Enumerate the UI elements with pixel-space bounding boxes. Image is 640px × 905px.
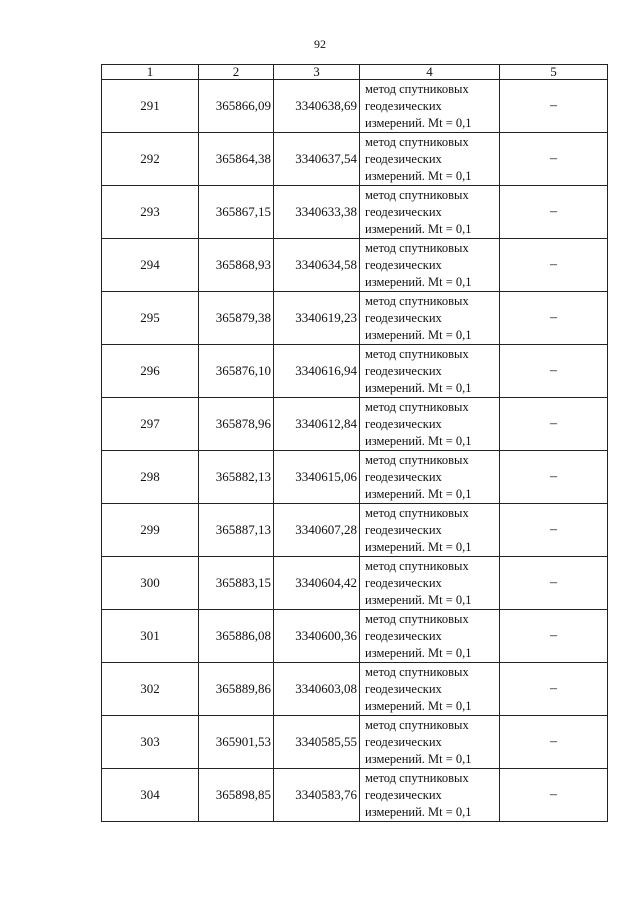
table-body [102,80,608,822]
method-cell [360,610,500,663]
table-row [102,663,608,716]
coordinate-y: 3340637,54 [274,133,360,186]
page-number: 92 [314,37,326,51]
method-line-2: геодезических [365,522,442,537]
method-cell [360,239,500,292]
point-number: 304 [102,769,199,822]
coordinate-y: 3340607,28 [274,504,360,557]
method-line-1: метод спутниковых [365,770,469,785]
coordinate-x: 365898,85 [199,769,274,822]
method-line-2: геодезических [365,257,442,272]
method-line-3: измерений. Mt = 0,1 [365,751,472,766]
table-row [102,504,608,557]
column-5-value: – [500,769,608,822]
table-row [102,610,608,663]
column-header-4: 4 [360,65,500,80]
column-5-value: – [500,557,608,610]
point-number: 293 [102,186,199,239]
method-line-3: измерений. Mt = 0,1 [365,168,472,183]
method-line-1: метод спутниковых [365,664,469,679]
header-row [102,65,608,80]
column-5-value: – [500,292,608,345]
table-row [102,716,608,769]
coordinate-y: 3340633,38 [274,186,360,239]
column-header-1: 1 [102,65,199,80]
point-number: 297 [102,398,199,451]
table-row [102,451,608,504]
method-cell [360,769,500,822]
column-5-value: – [500,345,608,398]
coordinate-y: 3340619,23 [274,292,360,345]
table-row [102,239,608,292]
method-line-3: измерений. Mt = 0,1 [365,327,472,342]
method-line-2: геодезических [365,681,442,696]
table-row [102,398,608,451]
point-number: 292 [102,133,199,186]
coordinate-y: 3340634,58 [274,239,360,292]
point-number: 300 [102,557,199,610]
method-line-2: геодезических [365,734,442,749]
coordinate-y: 3340603,08 [274,663,360,716]
point-number: 294 [102,239,199,292]
column-5-value: – [500,663,608,716]
method-line-3: измерений. Mt = 0,1 [365,804,472,819]
method-line-1: метод спутниковых [365,452,469,467]
column-5-value: – [500,716,608,769]
coordinate-x: 365883,15 [199,557,274,610]
method-cell [360,663,500,716]
coordinate-x: 365879,38 [199,292,274,345]
column-5-value: – [500,451,608,504]
method-line-1: метод спутниковых [365,558,469,573]
coordinate-x: 365867,15 [199,186,274,239]
method-line-1: метод спутниковых [365,187,469,202]
point-number: 302 [102,663,199,716]
column-5-value: – [500,80,608,133]
method-line-3: измерений. Mt = 0,1 [365,433,472,448]
coordinate-y: 3340600,36 [274,610,360,663]
method-line-1: метод спутниковых [365,717,469,732]
coordinate-y: 3340616,94 [274,345,360,398]
method-line-1: метод спутниковых [365,399,469,414]
method-line-3: измерений. Mt = 0,1 [365,645,472,660]
method-cell [360,504,500,557]
method-line-1: метод спутниковых [365,611,469,626]
method-cell [360,345,500,398]
column-header-3: 3 [274,65,360,80]
coordinate-y: 3340585,55 [274,716,360,769]
method-line-1: метод спутниковых [365,346,469,361]
method-cell [360,716,500,769]
method-line-1: метод спутниковых [365,81,469,96]
method-line-2: геодезических [365,787,442,802]
coordinate-x: 365901,53 [199,716,274,769]
method-line-3: измерений. Mt = 0,1 [365,221,472,236]
column-header-2: 2 [199,65,274,80]
coordinate-x: 365866,09 [199,80,274,133]
coordinates-table [101,64,608,822]
point-number: 296 [102,345,199,398]
method-cell [360,186,500,239]
table-row [102,133,608,186]
coordinate-x: 365886,08 [199,610,274,663]
method-cell [360,557,500,610]
coordinate-y: 3340638,69 [274,80,360,133]
method-line-1: метод спутниковых [365,134,469,149]
coordinate-y: 3340583,76 [274,769,360,822]
point-number: 303 [102,716,199,769]
method-line-3: измерений. Mt = 0,1 [365,115,472,130]
table-row [102,769,608,822]
method-line-1: метод спутниковых [365,240,469,255]
coordinate-x: 365864,38 [199,133,274,186]
table-row [102,557,608,610]
point-number: 295 [102,292,199,345]
method-line-2: геодезических [365,416,442,431]
coordinate-x: 365889,86 [199,663,274,716]
point-number: 291 [102,80,199,133]
column-5-value: – [500,610,608,663]
table-row [102,292,608,345]
table-row [102,345,608,398]
method-line-3: измерений. Mt = 0,1 [365,274,472,289]
method-line-1: метод спутниковых [365,505,469,520]
coordinate-y: 3340612,84 [274,398,360,451]
coordinate-y: 3340604,42 [274,557,360,610]
point-number: 301 [102,610,199,663]
method-line-2: геодезических [365,628,442,643]
point-number: 299 [102,504,199,557]
method-cell [360,398,500,451]
column-header-5: 5 [500,65,608,80]
method-line-2: геодезических [365,469,442,484]
method-line-1: метод спутниковых [365,293,469,308]
method-line-2: геодезических [365,98,442,113]
point-number: 298 [102,451,199,504]
method-line-2: геодезических [365,575,442,590]
coordinate-x: 365868,93 [199,239,274,292]
method-line-3: измерений. Mt = 0,1 [365,539,472,554]
method-line-3: измерений. Mt = 0,1 [365,698,472,713]
method-line-2: геодезических [365,363,442,378]
coordinate-x: 365876,10 [199,345,274,398]
method-line-3: измерений. Mt = 0,1 [365,380,472,395]
method-line-2: геодезических [365,310,442,325]
coordinate-x: 365887,13 [199,504,274,557]
method-line-3: измерений. Mt = 0,1 [365,486,472,501]
column-5-value: – [500,504,608,557]
coordinate-x: 365882,13 [199,451,274,504]
table-header [102,65,608,80]
coordinate-x: 365878,96 [199,398,274,451]
column-5-value: – [500,398,608,451]
method-line-3: измерений. Mt = 0,1 [365,592,472,607]
method-line-2: геодезических [365,151,442,166]
column-5-value: – [500,239,608,292]
coordinate-y: 3340615,06 [274,451,360,504]
method-cell [360,133,500,186]
column-5-value: – [500,133,608,186]
column-5-value: – [500,186,608,239]
method-cell [360,451,500,504]
table-row [102,186,608,239]
method-line-2: геодезических [365,204,442,219]
method-cell [360,80,500,133]
method-cell [360,292,500,345]
table-row [102,80,608,133]
